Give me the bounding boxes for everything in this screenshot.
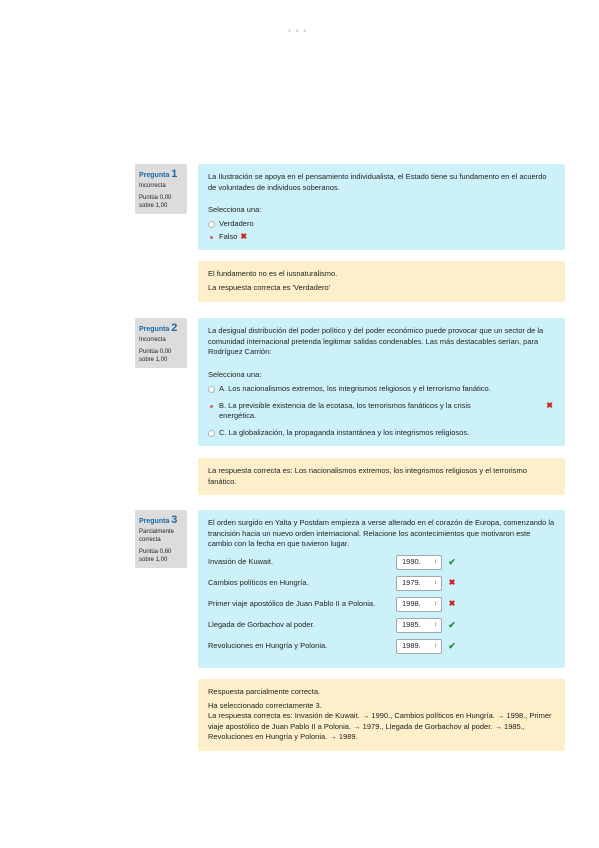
question-1-info: [135, 164, 187, 214]
date-select[interactable]: 1985. ↕: [396, 618, 442, 633]
question-1-option-verdadero[interactable]: Verdadero: [208, 219, 555, 230]
date-select[interactable]: 1998. ↕: [396, 597, 442, 612]
radio-icon[interactable]: [208, 221, 215, 228]
select-arrow-icon: ↕: [434, 601, 437, 608]
match-row: Invasión de Kuwait. 1990. ↕ ✔: [208, 555, 555, 571]
question-2-grade: Puntúa 0,00 sobre 1,00: [139, 349, 172, 363]
cross-icon: ✖: [240, 232, 248, 241]
question-1-prompt: Selecciona una:: [208, 205, 262, 214]
question-2-prompt: Selecciona una:: [208, 369, 262, 379]
question-2-number: Pregunta 2: [139, 322, 178, 334]
question-2-content: [198, 318, 565, 446]
question-1-content: [198, 164, 565, 250]
cross-icon: ✖: [448, 599, 456, 609]
top-dots: • • •: [288, 26, 308, 36]
radio-icon[interactable]: [208, 386, 215, 393]
question-1-number: Pregunta 1: [139, 168, 178, 180]
cross-icon: ✖: [546, 400, 553, 410]
question-1-feedback: El fundamento no es el iusnaturalismo. La respuesta correcta es 'Verdadero': [198, 261, 565, 302]
date-select[interactable]: 1990. ↕: [396, 555, 442, 570]
select-arrow-icon: ↕: [434, 622, 437, 629]
check-icon: ✔: [448, 620, 456, 631]
question-2-feedback: La respuesta correcta es: Los nacionalismos extremos, los integrismos religiosos y el terrorismo fanático.: [198, 458, 565, 495]
match-row: Llegada de Gorbachov al poder. 1985. ↕ ✔: [208, 618, 555, 634]
question-2-state: Incorrecta: [139, 337, 166, 343]
question-3-number: Pregunta 3: [139, 514, 178, 526]
cross-icon: ✖: [448, 578, 456, 588]
question-2-info: [135, 318, 187, 368]
question-2-option-b[interactable]: B. La previsible existencia de la ecotasa, los terrorismos fanáticos y la crisis energética. ✖: [208, 401, 555, 422]
question-3-text: El orden surgido en Yalta y Postdam empieza a verse alterado en el corazón de Europa, comenzando la trancisión hacia un nuevo orden internacional. Relacione los acontecimientos que motivaron este cambio con la fecha en que tuvieron lugar.: [208, 518, 555, 548]
select-arrow-icon: ↕: [434, 559, 437, 566]
match-row: Cambios políticos en Hungría. 1979. ↕ ✖: [208, 576, 555, 592]
question-1-state: Incorrecta: [139, 183, 166, 189]
question-3-info: [135, 510, 187, 568]
date-select[interactable]: 1989. ↕: [396, 639, 442, 654]
question-2-option-a[interactable]: A. Los nacionalismos extremos, los integrismos religiosos y el terrorismo fanático.: [208, 384, 555, 395]
match-row: Primer viaje apostólico de Juan Pablo II a Polonia. 1998. ↕ ✖: [208, 597, 555, 613]
select-arrow-icon: ↕: [434, 580, 437, 587]
date-select[interactable]: 1979. ↕: [396, 576, 442, 591]
radio-selected-icon[interactable]: [208, 403, 215, 410]
question-2-option-c[interactable]: C. La globalización, la propaganda instantánea y los integrismos religiosos.: [208, 428, 555, 439]
question-3-content: [198, 510, 565, 668]
question-1-grade: Puntúa 0,00 sobre 1,00: [139, 195, 172, 209]
question-3-feedback: Respuesta parcialmente correcta. Ha seleccionado correctamente 3. La respuesta correcta es: Invasión de Kuwait. → 1990., Cambios políticos en Hungría. → 1998., Primer viaje apostólico de Juan Pablo II a Polonia. → 1979., Llegada de Gorbachov al poder. → 1985., Revoluciones en Hungría y Polonia. → 1989.: [198, 679, 565, 751]
radio-icon[interactable]: [208, 430, 215, 437]
question-3-state: Parcialmente correcta: [139, 529, 175, 543]
radio-selected-icon[interactable]: [208, 234, 215, 241]
question-3-grade: Puntúa 0,60 sobre 1,00: [139, 549, 172, 563]
select-arrow-icon: ↕: [434, 643, 437, 650]
question-1-text: La Ilustración se apoya en el pensamiento individualista, el Estado tiene su fundamento en el acuerdo de voluntades de individuos soberanos.: [208, 172, 547, 192]
question-1-option-falso[interactable]: Falso ✖: [208, 232, 555, 243]
match-row: Revoluciones en Hungría y Polonia. 1989. ↕ ✔: [208, 639, 555, 655]
check-icon: ✔: [448, 641, 456, 652]
question-2-text: La desigual distribución del poder político y del poder económico puede provocar que un sector de la comunidad internacional pretenda legitimar salidas condenables. Las más destacables serían, para Rodríguez Carrión:: [208, 326, 544, 356]
check-icon: ✔: [448, 557, 456, 568]
